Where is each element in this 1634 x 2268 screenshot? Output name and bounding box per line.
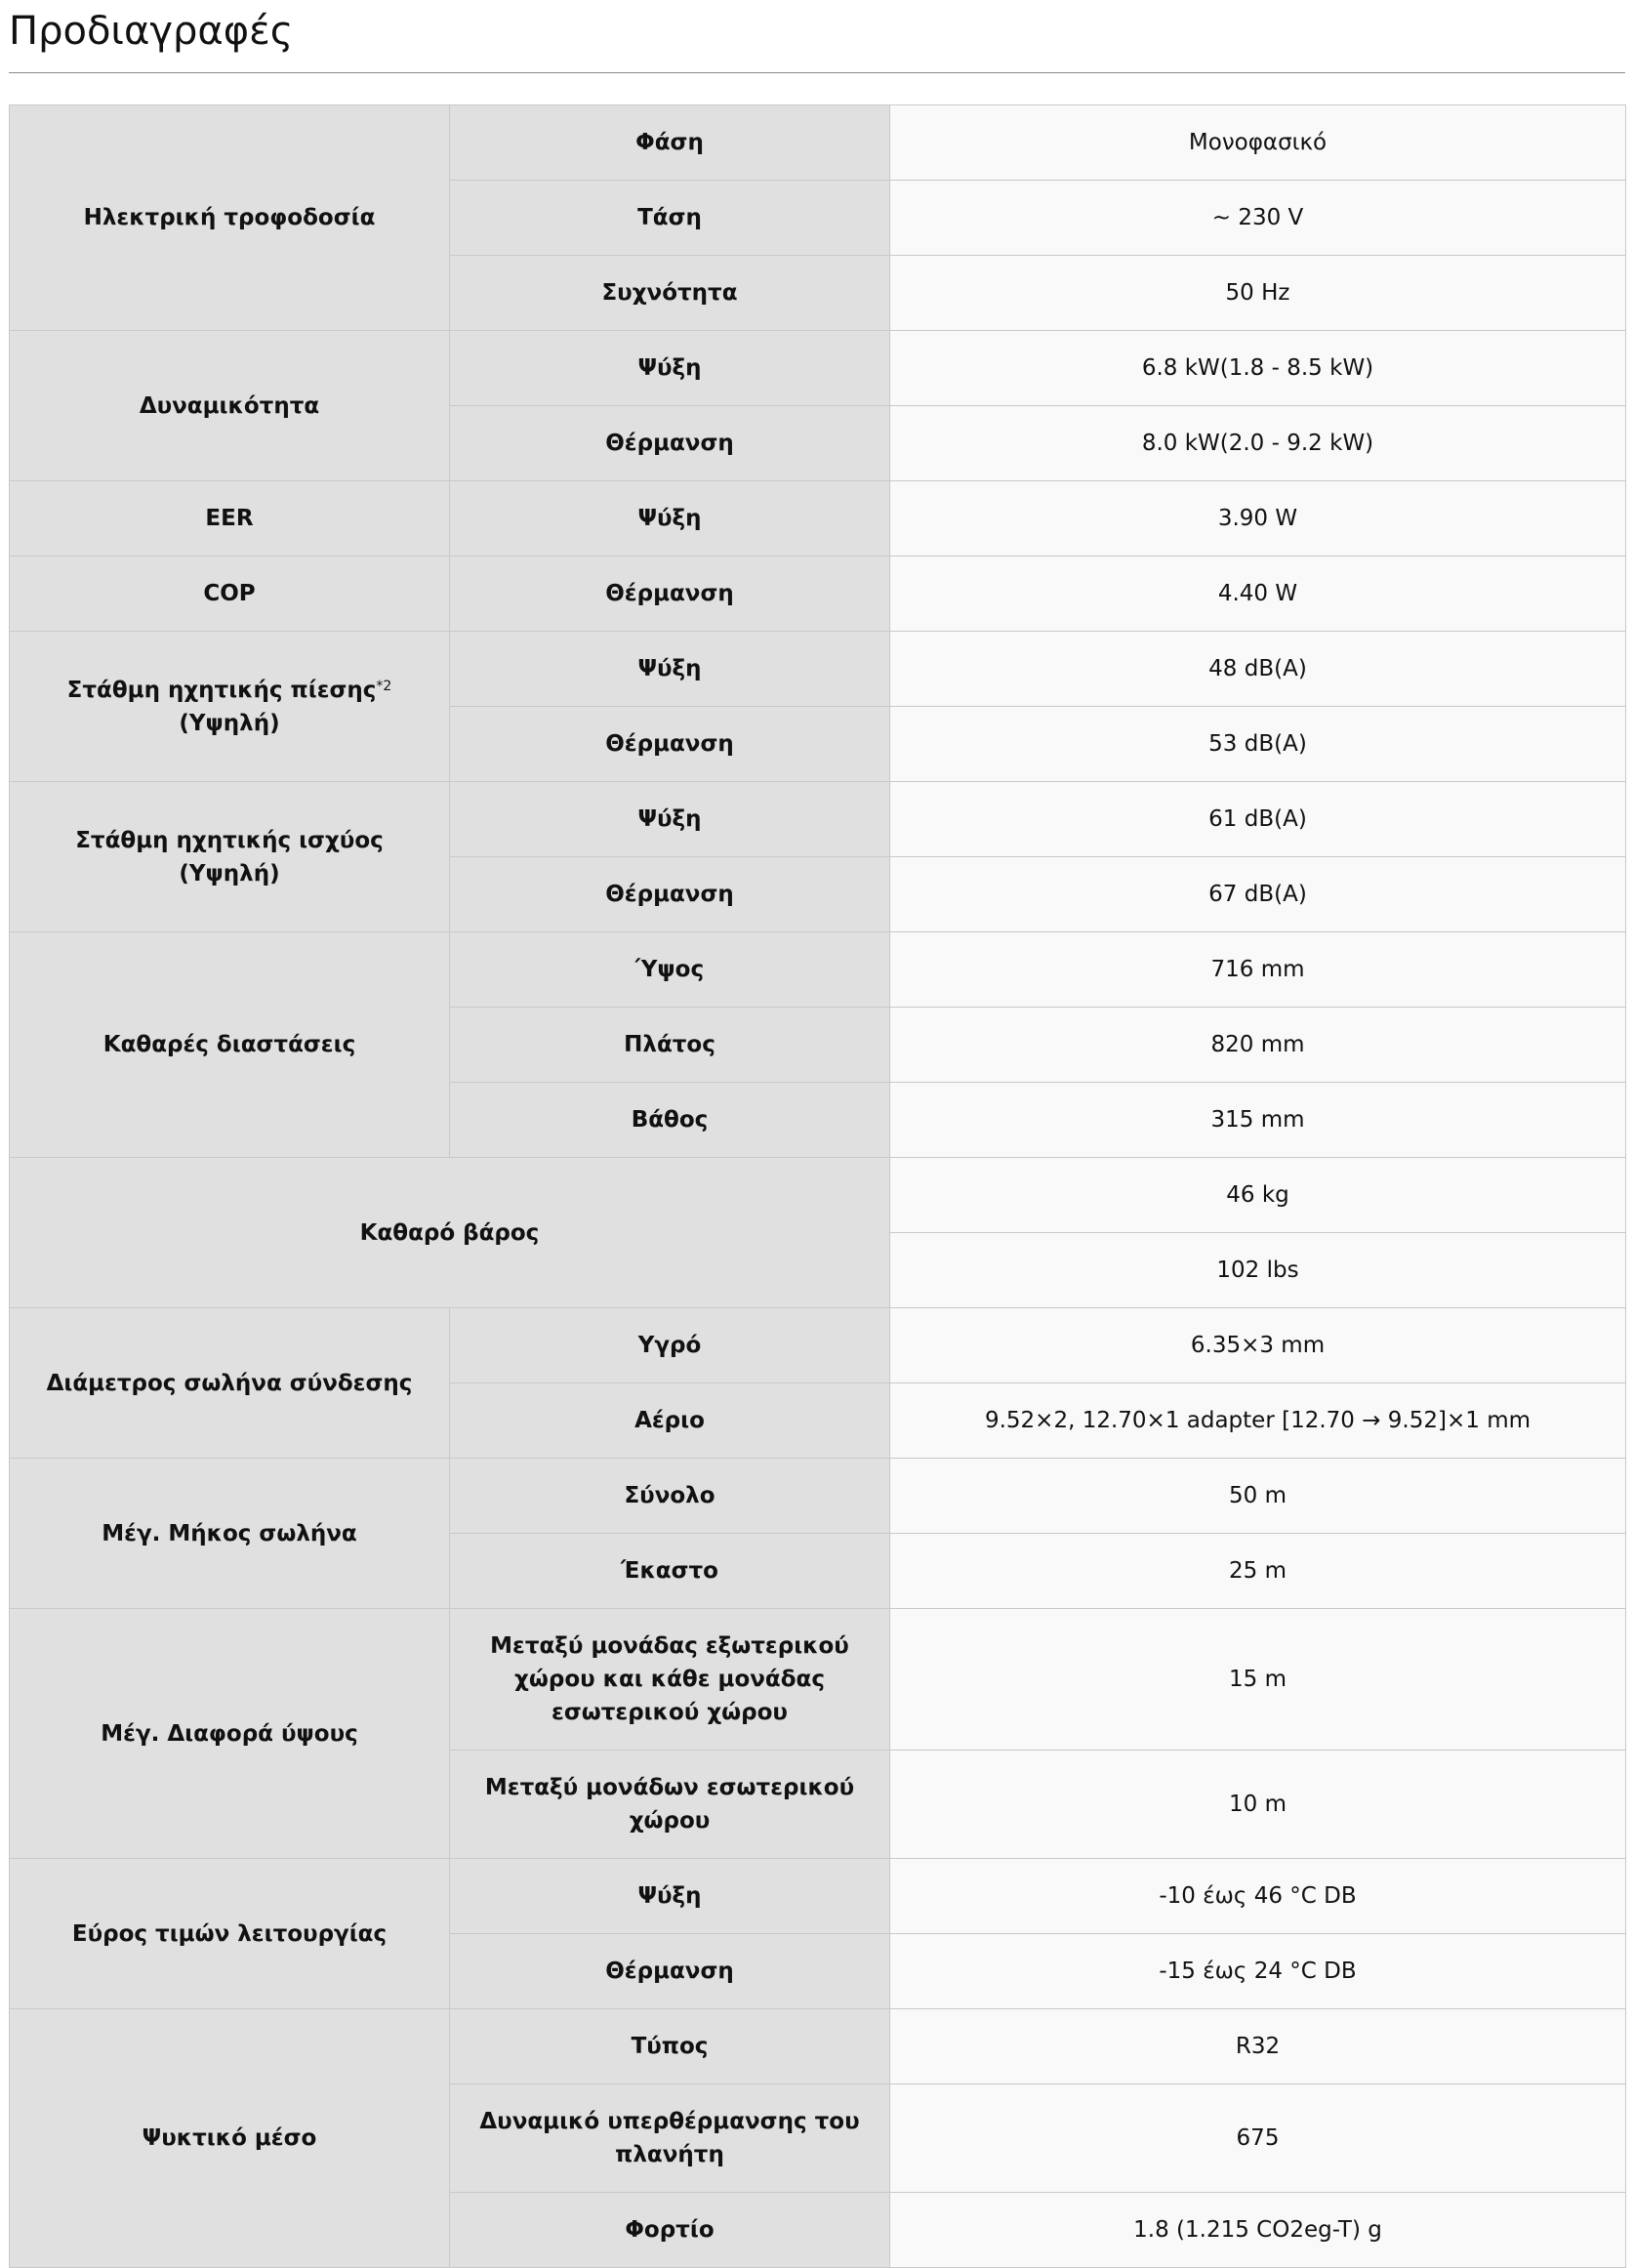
row-value-range-cooling: -10 έως 46 °C DB (890, 1859, 1626, 1934)
row-value-type: R32 (890, 2009, 1626, 2084)
group-label-height-diff: Μέγ. Διαφορά ύψους (10, 1609, 450, 1859)
row-value-sound-pressure-cooling: 48 dB(A) (890, 632, 1626, 707)
row-value-phase: Μονοφασικό (890, 105, 1626, 181)
row-value-cop: 4.40 W (890, 557, 1626, 632)
row-label-range-heating: Θέρμανση (450, 1934, 890, 2009)
specifications-page (9, 0, 1625, 73)
row-value-sound-power-heating: 67 dB(A) (890, 857, 1626, 932)
row-label-charge: Φορτίο (450, 2193, 890, 2268)
row-label-liquid: Υγρό (450, 1308, 890, 1383)
row-value-liquid: 6.35×3 mm (890, 1308, 1626, 1383)
row-label-eer-mode: Ψύξη (450, 481, 890, 557)
row-value-weight-lbs: 102 lbs (890, 1233, 1626, 1308)
specifications-table (9, 104, 1626, 2268)
row-value-sound-power-cooling: 61 dB(A) (890, 782, 1626, 857)
table-row (10, 1609, 1626, 1751)
row-value-each: 25 m (890, 1534, 1626, 1609)
row-value-width: 820 mm (890, 1008, 1626, 1083)
table-row (10, 632, 1626, 707)
table-row (10, 331, 1626, 406)
row-label-height: Ύψος (450, 932, 890, 1008)
row-value-voltage: ~ 230 V (890, 181, 1626, 256)
group-label-pipe-length: Μέγ. Μήκος σωλήνα (10, 1459, 450, 1609)
table-row (10, 1308, 1626, 1383)
row-label-each: Έκαστο (450, 1534, 890, 1609)
group-label-dimensions: Καθαρές διαστάσεις (10, 932, 450, 1158)
row-value-total: 50 m (890, 1459, 1626, 1534)
row-value-depth: 315 mm (890, 1083, 1626, 1158)
group-label-power: Ηλεκτρική τροφοδοσία (10, 105, 450, 331)
row-label-frequency: Συχνότητα (450, 256, 890, 331)
group-label-sound-pressure (10, 632, 450, 782)
group-label-operating-range: Εύρος τιμών λειτουργίας (10, 1859, 450, 2009)
table-row (10, 105, 1626, 181)
row-label-depth: Βάθος (450, 1083, 890, 1158)
row-value-indoor-indoor: 10 m (890, 1751, 1626, 1859)
row-value-weight-kg: 46 kg (890, 1158, 1626, 1233)
row-label-capacity-heating: Θέρμανση (450, 406, 890, 481)
footnote-marker: *2 (376, 678, 392, 694)
row-value-eer: 3.90 W (890, 481, 1626, 557)
row-value-capacity-heating: 8.0 kW(2.0 - 9.2 kW) (890, 406, 1626, 481)
row-label-sound-power-heating: Θέρμανση (450, 857, 890, 932)
group-label-capacity: Δυναμικότητα (10, 331, 450, 481)
row-value-height: 716 mm (890, 932, 1626, 1008)
row-value-sound-pressure-heating: 53 dB(A) (890, 707, 1626, 782)
row-label-width: Πλάτος (450, 1008, 890, 1083)
row-label-phase: Φάση (450, 105, 890, 181)
row-value-range-heating: -15 έως 24 °C DB (890, 1934, 1626, 2009)
row-value-gwp: 675 (890, 2084, 1626, 2193)
sound-pressure-label-suffix: (Υψηλή) (179, 710, 280, 736)
table-row (10, 1459, 1626, 1534)
group-label-refrigerant: Ψυκτικό μέσο (10, 2009, 450, 2268)
table-row (10, 932, 1626, 1008)
row-label-range-cooling: Ψύξη (450, 1859, 890, 1934)
row-label-total: Σύνολο (450, 1459, 890, 1534)
row-label-cop-mode: Θέρμανση (450, 557, 890, 632)
row-label-capacity-cooling: Ψύξη (450, 331, 890, 406)
row-label-indoor-indoor: Μεταξύ μονάδων εσωτερικού χώρου (450, 1751, 890, 1859)
row-label-type: Τύπος (450, 2009, 890, 2084)
row-label-sound-pressure-cooling: Ψύξη (450, 632, 890, 707)
row-label-gwp: Δυναμικό υπερθέρμανσης του πλανήτη (450, 2084, 890, 2193)
sound-pressure-label-text: Στάθμη ηχητικής πίεσης (66, 677, 377, 703)
row-value-charge: 1.8 (1.215 CO2eg-T) g (890, 2193, 1626, 2268)
row-label-voltage: Τάση (450, 181, 890, 256)
group-label-eer: EER (10, 481, 450, 557)
row-label-sound-pressure-heating: Θέρμανση (450, 707, 890, 782)
group-label-pipe-diameter: Διάμετρος σωλήνα σύνδεσης (10, 1308, 450, 1459)
row-label-outdoor-indoor: Μεταξύ μονάδας εξωτερικού χώρου και κάθε μονάδας εσωτερικού χώρου (450, 1609, 890, 1751)
page-title: Προδιαγραφές (9, 9, 294, 54)
group-label-sound-power: Στάθμη ηχητικής ισχύος (Υψηλή) (10, 782, 450, 932)
table-row (10, 782, 1626, 857)
row-value-frequency: 50 Hz (890, 256, 1626, 331)
row-label-sound-power-cooling: Ψύξη (450, 782, 890, 857)
table-row (10, 481, 1626, 557)
table-row (10, 1158, 1626, 1233)
row-value-gas: 9.52×2, 12.70×1 adapter [12.70 → 9.52]×1 mm (890, 1383, 1626, 1459)
table-row (10, 2009, 1626, 2084)
group-label-cop: COP (10, 557, 450, 632)
title-divider (9, 72, 1625, 73)
table-row (10, 1859, 1626, 1934)
table-row (10, 557, 1626, 632)
row-value-capacity-cooling: 6.8 kW(1.8 - 8.5 kW) (890, 331, 1626, 406)
row-label-gas: Αέριο (450, 1383, 890, 1459)
row-value-outdoor-indoor: 15 m (890, 1609, 1626, 1751)
group-label-weight: Καθαρό βάρος (10, 1158, 890, 1308)
